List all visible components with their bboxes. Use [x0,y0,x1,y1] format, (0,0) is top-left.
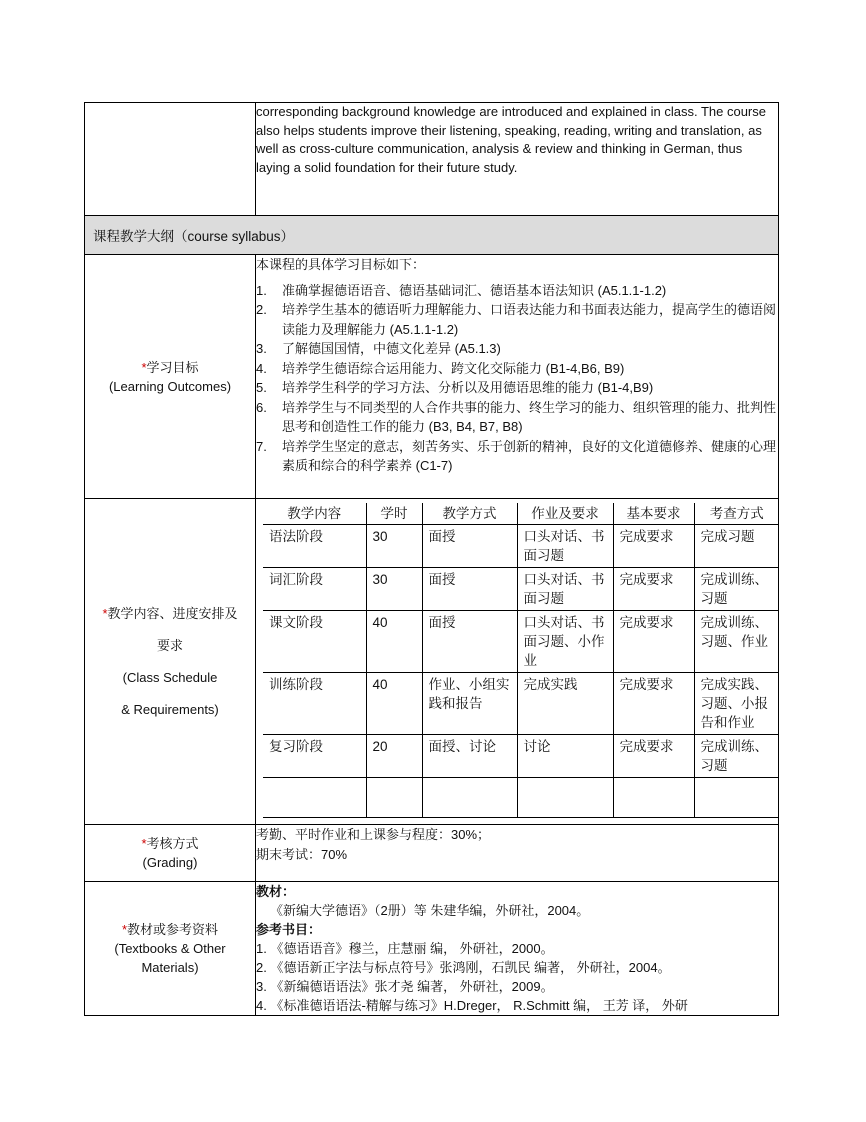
grading-content [256,825,779,882]
table-row: 词汇阶段 30 面授 口头对话、书面习题 完成要求 完成训练、习题 [263,568,779,611]
learning-outcomes-row [85,255,779,499]
references-title: 参考书目： [256,922,322,937]
column-header: 考查方式 [694,503,779,525]
table-row: 课文阶段 40 面授 口头对话、书面习题、小作业 完成要求 完成训练、习题、作业 [263,611,779,673]
required-mark: * [141,359,147,375]
list-item: 3. 了解德国国情，中德文化差异 (A5.1.3) [256,341,501,356]
table-row: 语法阶段 30 面授 口头对话、书面习题 完成要求 完成习题 [263,525,779,568]
grading-line: 考勤、平时作业和上课参与程度：30%； [256,827,491,842]
textbooks-content [256,882,779,1016]
grading-row [85,825,779,882]
schedule-content [256,499,779,825]
reference-item: 2. 《德语新正字法与标点符号》张鸿刚，石凯民 编著， 外研社，2004。 [256,960,671,975]
textbook-entry: 《新编大学德语》（2册）等 朱建华编，外研社，2004。 [270,903,590,918]
textbooks-row [85,882,779,1016]
reference-item: 3. 《新编德语语法》张才尧 编著， 外研社，2009。 [256,979,554,994]
textbook-title: 教材： [256,884,296,899]
column-header: 教学方式 [422,503,517,525]
list-item: 7. 培养学生坚定的意志，刻苦务实、乐于创新的精神，良好的文化道德修养、健康的心理素质和综合的科学素养 (C1-7) [256,438,777,473]
list-item: 6. 培养学生与不同类型的人合作共事的能力、终生学习的能力、组织管理的能力、批判性思考和创造性工作的能力 (B3, B4, B7, B8) [256,399,777,434]
required-mark: * [121,922,128,937]
column-header: 基本要求 [613,503,694,525]
grading-label: *考核方式 (Grading) [85,825,256,882]
reference-item: 4. 《标准德语语法-精解与练习》H.Dreger， R.Schmitt 编， 王芳 译， 外研 [256,998,688,1013]
intro-row [85,103,779,216]
list-item: 4. 培养学生德语综合运用能力、跨文化交际能力 (B1-4,B6, B9) [256,360,625,376]
table-row: 训练阶段 40 作业、小组实践和报告 完成实践 完成要求 完成实践、习题、小报告和作业 [263,673,779,735]
list-item: 5. 培养学生科学的学习方法、分析以及用德语思维的能力 (B1-4,B9) [256,380,654,395]
learning-outcomes-intro: 本课程的具体学习目标如下： [256,257,426,272]
learning-outcomes-label: *学习目标 (Learning Outcomes) [85,255,256,499]
syllabus-table [84,102,779,1016]
syllabus-header: 课程教学大纲（course syllabus） [85,216,779,255]
schedule-label: *教学内容、进度安排及 要求 (Class Schedule & Requirements) [85,499,256,825]
schedule-row [85,499,779,825]
syllabus-header-row [85,216,779,255]
required-mark: * [102,605,108,621]
column-header: 作业及要求 [517,503,613,525]
intro-label-cell [85,103,256,216]
table-row: 复习阶段 20 面授、讨论 讨论 完成要求 完成训练、习题 [263,735,779,778]
column-header: 教学内容 [263,503,366,525]
list-item: 1. 准确掌握德语语音、德语基础词汇、德语基本语法知识 (A5.1.1-1.2) [256,282,667,298]
column-header: 学时 [366,503,422,525]
list-item: 2. 培养学生基本的德语听力理解能力、口语表达能力和书面表达能力，提高学生的德语阅读能力及理解能力 (A5.1.1-1.2) [256,302,777,337]
required-mark: * [141,836,147,851]
learning-outcomes-content [256,255,779,499]
table-row [263,778,779,818]
reference-item: 1. 《德语语音》穆兰，庄慧丽 编， 外研社，2000。 [256,941,554,956]
schedule-table [263,503,779,818]
textbooks-label: *教材或参考资料 (Textbooks & Other Materials) [85,882,256,1016]
learning-outcomes-list [256,281,778,476]
course-description: corresponding background knowledge are introduced and explained in class. The course also helps students improve their listening, speaking, reading, writing and translation, as well as cross-culture communication, analysis & review and thinking in German, thus laying a solid foundation for their future study. [256,103,779,216]
schedule-header-row [263,503,779,525]
grading-line: 期末考试：70% [256,847,348,862]
